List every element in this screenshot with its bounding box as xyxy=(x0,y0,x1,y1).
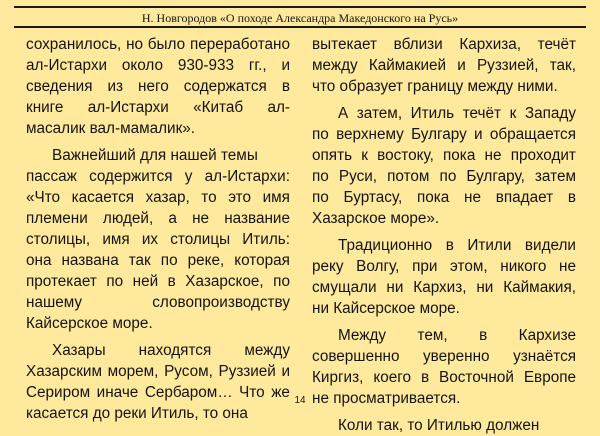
word: А xyxy=(338,105,349,122)
word: по xyxy=(312,189,329,206)
text-line xyxy=(312,124,576,145)
word: Русом, xyxy=(164,363,213,380)
word: содержатся xyxy=(183,78,267,95)
word: Сериром xyxy=(26,384,91,401)
word: Сербаром… xyxy=(144,384,233,401)
word: тем, xyxy=(417,327,448,344)
word: Руззией, xyxy=(476,57,539,74)
word: морем, xyxy=(107,363,159,380)
word: ал-Истархи xyxy=(87,99,169,116)
word: так, xyxy=(549,57,576,74)
word: реке, xyxy=(187,252,225,269)
word: ал- xyxy=(267,99,290,116)
word: Восточной xyxy=(439,369,514,386)
word: затем xyxy=(534,168,576,185)
word: не xyxy=(192,210,210,227)
word: же xyxy=(271,384,290,401)
text-line xyxy=(26,166,290,187)
word: Традиционно xyxy=(338,237,433,254)
word: ал-Истархи xyxy=(26,57,108,74)
word: верхнему xyxy=(336,126,404,143)
word: не xyxy=(484,147,502,164)
word: пока xyxy=(416,189,450,206)
word: вблизи xyxy=(393,36,443,53)
text-line xyxy=(26,55,290,76)
word: иначе xyxy=(96,384,139,401)
text-line xyxy=(312,166,576,187)
word: не xyxy=(464,189,482,206)
word: не xyxy=(559,258,576,275)
word: название xyxy=(224,210,290,227)
word: востоку, xyxy=(377,147,434,164)
page-number: 14 xyxy=(294,395,306,406)
word: в xyxy=(167,273,176,290)
word: в xyxy=(445,237,454,254)
word: Кархиз, xyxy=(413,279,467,296)
word: коего xyxy=(373,369,411,386)
word: затем, xyxy=(356,105,403,122)
word: Между xyxy=(338,327,387,344)
text-line xyxy=(26,34,290,55)
text-line xyxy=(312,256,576,277)
word: Руззией xyxy=(218,363,276,380)
text-column-right xyxy=(312,34,576,436)
word: Хазарским xyxy=(26,363,102,380)
text-column-left xyxy=(26,34,290,424)
text-line xyxy=(26,361,290,382)
word: но xyxy=(126,36,144,53)
word: по xyxy=(160,252,178,269)
word: в xyxy=(281,78,290,95)
word: течёт xyxy=(462,105,502,122)
word: по xyxy=(312,126,329,143)
word: Кархиза, xyxy=(459,36,522,53)
word: 930-933 xyxy=(177,57,234,74)
word: она xyxy=(26,252,52,269)
word: вытекает xyxy=(312,36,378,53)
word: находятся xyxy=(138,342,212,359)
word: смущали xyxy=(312,279,377,296)
word: пока xyxy=(443,147,476,164)
text-line xyxy=(26,97,290,118)
word: касается xyxy=(71,189,135,206)
text-line xyxy=(26,340,290,361)
word: Итиль: xyxy=(242,231,290,248)
word: и xyxy=(281,57,290,74)
word: реку xyxy=(312,258,344,275)
text-line: Коли так, то Итилью должен xyxy=(338,417,540,434)
text-line: Кайсерское море. xyxy=(26,315,153,332)
word: Кархизе xyxy=(518,327,576,344)
text-line: масалик вал-мамалик». xyxy=(26,120,196,137)
word: «Что xyxy=(26,189,61,206)
word: имя xyxy=(102,231,130,248)
word: него xyxy=(138,78,169,95)
text-line: касается до реки Итиль, то она xyxy=(26,405,248,422)
word: переработано xyxy=(189,36,290,53)
word: Каймакией xyxy=(368,57,447,74)
word: обращается xyxy=(489,126,576,143)
word: впадает xyxy=(495,189,554,206)
word: Западу xyxy=(524,105,576,122)
text-line xyxy=(312,325,576,346)
text-line xyxy=(312,235,576,256)
word: проходит xyxy=(510,147,576,164)
word: к xyxy=(361,147,368,164)
text-line xyxy=(26,76,290,97)
word: Волгу, xyxy=(356,258,400,275)
word: гг., xyxy=(248,57,267,74)
word: а xyxy=(168,210,177,227)
word: ней xyxy=(132,273,159,290)
word: ни xyxy=(476,279,494,296)
text-line xyxy=(26,250,290,271)
text-line xyxy=(312,103,576,124)
word: Итили xyxy=(467,237,512,254)
word: из xyxy=(107,78,124,95)
word: в xyxy=(479,327,488,344)
word: по xyxy=(106,273,124,290)
text-line: ни Кайсерское море. xyxy=(312,300,460,317)
word: и xyxy=(474,126,483,143)
word: по xyxy=(439,168,457,185)
word: это xyxy=(228,189,252,206)
word: Руси, xyxy=(338,168,378,185)
word: Киргиз, xyxy=(312,369,364,386)
word: их xyxy=(141,231,159,248)
word: столицы, xyxy=(26,231,91,248)
running-title: Н. Новгородов «О походе Александра Македонского на Русь» xyxy=(141,11,459,25)
word: книге xyxy=(26,99,64,116)
running-header xyxy=(14,6,586,28)
word: Что xyxy=(239,384,265,401)
text-line xyxy=(26,208,290,229)
word: никого xyxy=(500,258,547,275)
word: уверенно xyxy=(423,348,490,365)
word: узнаётся xyxy=(513,348,576,365)
word: и xyxy=(281,363,290,380)
word: у xyxy=(184,168,193,185)
text-line xyxy=(312,277,576,298)
word: сохранилось, xyxy=(26,36,122,53)
word: между xyxy=(312,57,358,74)
word: в xyxy=(567,189,576,206)
word: содержится xyxy=(89,168,173,185)
word: сведения xyxy=(26,78,93,95)
text-line xyxy=(26,271,290,292)
word: опять xyxy=(312,147,353,164)
word: протекает xyxy=(26,273,97,290)
text-line xyxy=(312,367,576,388)
word: совершенно xyxy=(312,348,400,365)
word: около xyxy=(121,57,164,74)
word: видели xyxy=(524,237,576,254)
word: при xyxy=(412,258,438,275)
word: течёт xyxy=(537,36,576,53)
word: словопроизводству xyxy=(152,294,290,311)
word: столицы xyxy=(170,231,231,248)
word: людей, xyxy=(102,210,154,227)
word: потом xyxy=(387,168,430,185)
word: ал-Истархи: xyxy=(204,168,290,185)
text-line xyxy=(26,292,290,313)
text-line: что образует границу между ними. xyxy=(312,78,558,95)
word: Булгару, xyxy=(466,168,525,185)
text-line xyxy=(312,346,576,367)
word: «Китаб xyxy=(193,99,244,116)
word: Хазарское, xyxy=(185,273,264,290)
text-line: Хазарское море». xyxy=(312,210,440,227)
text-line xyxy=(312,187,576,208)
word: Булгару xyxy=(411,126,467,143)
text-line: Важнейший для нашей темы xyxy=(52,147,258,164)
word: Европе xyxy=(523,369,576,386)
word: по xyxy=(273,273,290,290)
word: Хазары xyxy=(52,342,106,359)
word: то xyxy=(201,189,217,206)
word: нашему xyxy=(26,294,83,311)
word: хазар, xyxy=(145,189,190,206)
word: так xyxy=(128,252,151,269)
text-line: не просматривается. xyxy=(312,390,461,407)
text-line xyxy=(26,187,290,208)
word: этом, xyxy=(450,258,488,275)
text-line xyxy=(312,145,576,166)
word: Каймакия, xyxy=(503,279,576,296)
word: к xyxy=(509,105,517,122)
word: Буртасу, xyxy=(343,189,403,206)
word: племени xyxy=(26,210,88,227)
word: по xyxy=(312,168,329,185)
word: между xyxy=(244,342,290,359)
word: пассаж xyxy=(26,168,77,185)
word: названа xyxy=(61,252,119,269)
word: Итиль xyxy=(410,105,455,122)
word: ни xyxy=(386,279,404,296)
word: в xyxy=(420,369,430,386)
text-line xyxy=(312,55,576,76)
text-line xyxy=(312,34,576,55)
word: имя xyxy=(262,189,290,206)
word: которая xyxy=(234,252,290,269)
text-line xyxy=(26,229,290,250)
word: и xyxy=(457,57,466,74)
word: было xyxy=(147,36,186,53)
